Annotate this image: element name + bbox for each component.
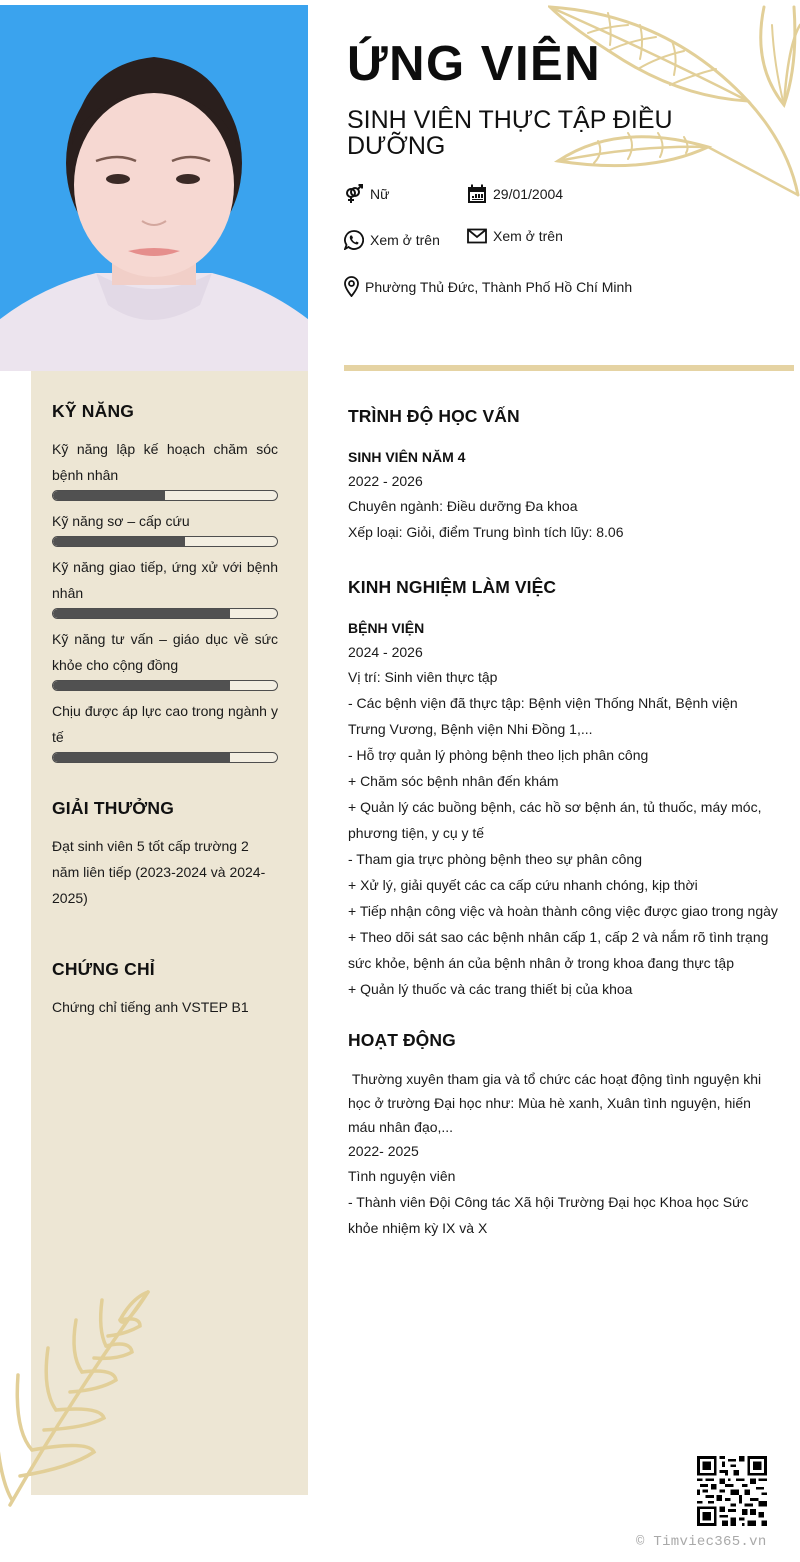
address-field (344, 276, 632, 297)
skill-label: Kỹ năng giao tiếp, ứng xử với bệnh nhân (52, 559, 278, 601)
experience-line: + Xử lý, giải quyết các ca cấp cứu nhanh chóng, kịp thời (348, 877, 698, 893)
education-title: SINH VIÊN NĂM 4 (348, 449, 466, 465)
skill-bar (52, 536, 278, 547)
fern-decoration-icon (0, 1280, 160, 1510)
copyright-text: © Timviec365.vn (636, 1534, 767, 1550)
skill-label: Kỹ năng tư vấn – giáo dục về sức khỏe cho cộng đồng (52, 631, 278, 673)
skill-label: Kỹ năng lập kế hoạch chăm sóc bệnh nhân (52, 441, 278, 483)
gender-icon (344, 184, 364, 204)
email-value[interactable]: Xem ở trên (493, 228, 563, 244)
skill-bar-fill (53, 491, 165, 500)
certificates-text: Chứng chỉ tiếng anh VSTEP B1 (52, 999, 249, 1015)
experience-line: Vị trí: Sinh viên thực tập (348, 669, 498, 685)
header-divider (344, 365, 794, 371)
skill-bar (52, 608, 278, 619)
experience-line: + Chăm sóc bệnh nhân đến khám (348, 773, 559, 789)
activities-section (348, 1030, 778, 1241)
education-heading: TRÌNH ĐỘ HỌC VẤN (348, 406, 520, 426)
skill-item (52, 626, 278, 691)
experience-line: + Tiếp nhận công việc và hoàn thành công việc được giao trong ngày (348, 903, 778, 919)
calendar-icon (467, 184, 487, 204)
skill-bar-fill (53, 753, 230, 762)
phone-value[interactable]: Xem ở trên (370, 232, 440, 248)
skills-heading: KỸ NĂNG (52, 401, 135, 421)
skill-bar (52, 680, 278, 691)
skill-bar (52, 752, 278, 763)
birthday-field (467, 184, 563, 204)
experience-heading: KINH NGHIỆM LÀM VIỆC (348, 577, 557, 597)
candidate-name: ỨNG VIÊN (347, 37, 602, 91)
mail-icon (467, 228, 487, 244)
experience-line: - Tham gia trực phòng bệnh theo sự phân công (348, 851, 643, 867)
location-pin-icon (344, 276, 359, 297)
awards-heading: GIẢI THƯỞNG (52, 798, 175, 818)
activities-intro: Thường xuyên tham gia và tổ chức các hoạt động tình nguyện khi học ở trường Đại học như: Mùa hè xanh, Xuân tình nguyện, hiến máu nhân đạo,... (348, 1071, 766, 1135)
profile-photo (0, 5, 308, 371)
skill-item (52, 436, 278, 501)
activities-period: 2022- 2025 (348, 1143, 419, 1159)
main-column (348, 406, 778, 1241)
skill-label: Chịu được áp lực cao trong ngành y tế (52, 703, 278, 745)
education-line: Chuyên ngành: Điều dưỡng Đa khoa (348, 498, 578, 514)
skill-item (52, 508, 278, 547)
leaves-decoration-icon (548, 5, 800, 200)
experience-line: - Các bệnh viện đã thực tập: Bệnh viện Thống Nhất, Bệnh viện Trưng Vương, Bệnh viện Nhi Đồng 1,... (348, 695, 738, 737)
education-period: 2022 - 2026 (348, 473, 423, 489)
skill-bar-fill (53, 537, 185, 546)
experience-line: - Hỗ trợ quản lý phòng bệnh theo lịch phân công (348, 747, 649, 763)
experience-line: + Theo dõi sát sao các bệnh nhân cấp 1, cấp 2 và nắm rõ tình trạng sức khỏe, bệnh án của bệnh nhân ở trong khoa đang thực tập (348, 929, 769, 971)
qr-code-icon[interactable] (697, 1456, 767, 1526)
phone-icon (344, 230, 364, 250)
email-field (467, 228, 563, 244)
awards-text: Đạt sinh viên 5 tốt cấp trường 2 năm liên tiếp (2023-2024 và 2024-2025) (52, 838, 266, 906)
portrait-image (0, 5, 308, 371)
skill-label: Kỹ năng sơ – cấp cứu (52, 513, 190, 529)
gender-value: Nữ (370, 186, 390, 202)
education-line: Xếp loại: Giỏi, điểm Trung bình tích lũy: 8.06 (348, 524, 624, 540)
experience-section (348, 577, 778, 1002)
experience-period: 2024 - 2026 (348, 644, 423, 660)
skill-item (52, 554, 278, 619)
certificates-heading: CHỨNG CHỈ (52, 959, 155, 979)
activities-heading: HOẠT ĐỘNG (348, 1030, 456, 1050)
experience-title: BỆNH VIỆN (348, 620, 425, 636)
birthday-value: 29/01/2004 (493, 186, 564, 202)
experience-line: + Quản lý các buồng bệnh, các hồ sơ bệnh án, tủ thuốc, máy móc, phương tiện, y cụ y tế (348, 799, 762, 841)
skill-bar (52, 490, 278, 501)
address-value: Phường Thủ Đức, Thành Phố Hồ Chí Minh (365, 278, 633, 295)
education-section (348, 406, 778, 545)
skill-bar-fill (53, 681, 230, 690)
gender-field (344, 184, 389, 204)
job-title: SINH VIÊN THỰC TẬP ĐIỀU DƯỠNG (347, 106, 673, 160)
activities-line: - Thành viên Đội Công tác Xã hội Trường Đại học Khoa học Sức khỏe nhiệm kỳ IX và X (348, 1194, 749, 1236)
activities-role: Tình nguyện viên (348, 1168, 456, 1184)
experience-line: + Quản lý thuốc và các trang thiết bị của khoa (348, 981, 633, 997)
skill-bar-fill (53, 609, 230, 618)
phone-field (344, 230, 440, 250)
skill-item (52, 698, 278, 763)
